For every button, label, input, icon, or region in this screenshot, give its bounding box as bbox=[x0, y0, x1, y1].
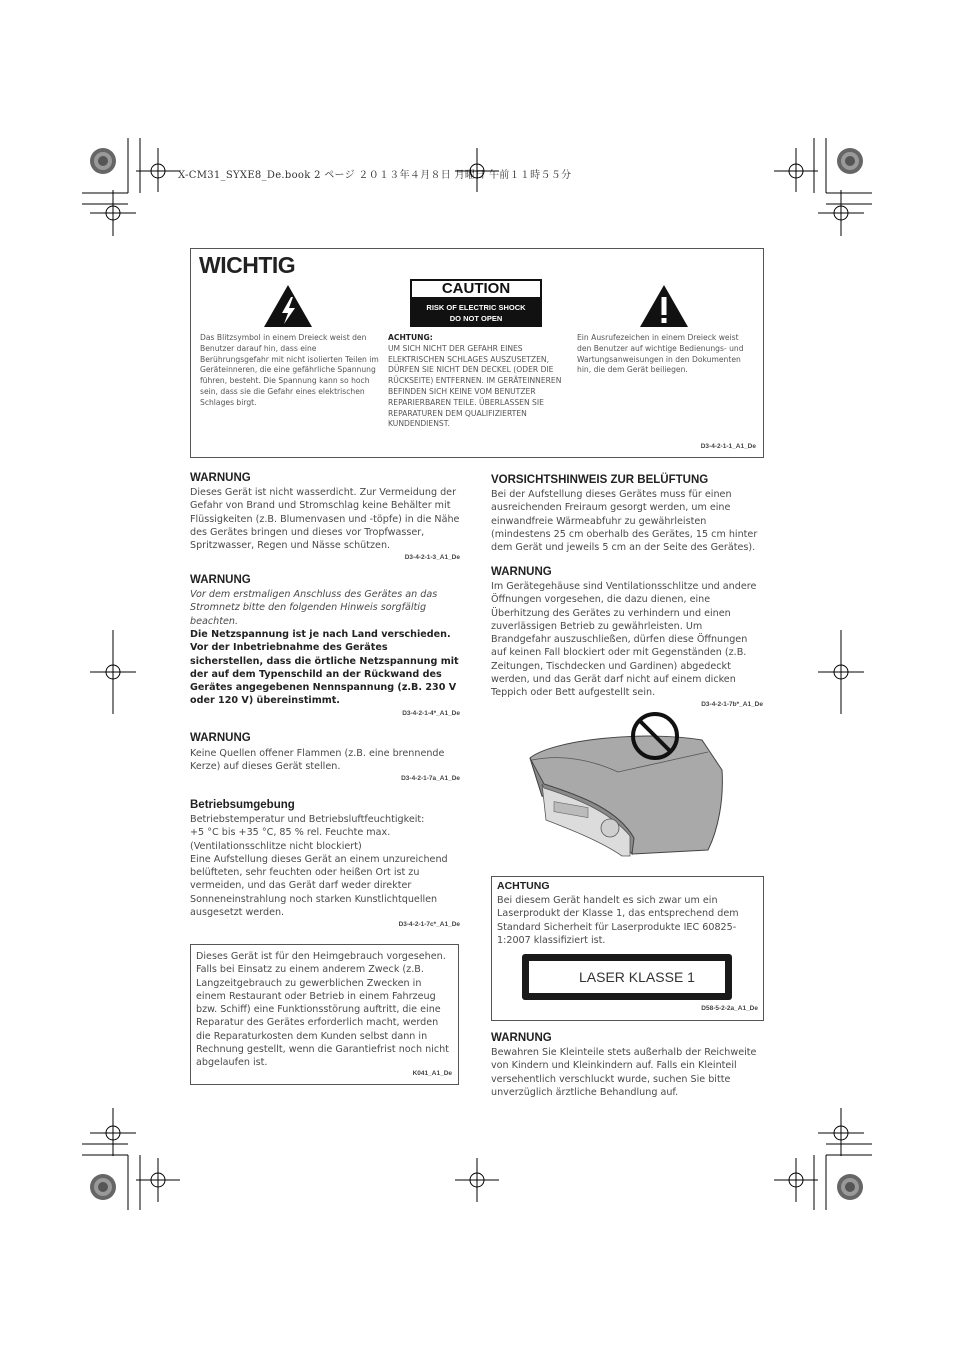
warning-text-3: Keine Quellen offener Flammen (z.B. eine brennende Kerze) auf dieses Gerät stellen. bbox=[190, 748, 445, 773]
warning-text-1: Dieses Gerät ist nicht wasserdicht. Zur Vermeidung der Gefahr von Brand und Stromschlag keine Behälter mit Flüssigkeiten (z.B. Blumenvasen und -töpfe) in die Nähe des Gerätes bringen und dieses vor Tropfwasser, Spritzwasser, Regen und Nässe schützen. bbox=[190, 487, 460, 552]
caution-text: UM SICH NICHT DER GEFAHR EINES ELEKTRISCHEN SCHLAGES AUSZUSETZEN, DÜRFEN SIE NICHT DEN DECKEL (ODER DIE RÜCKSEITE) ENTFERNEN. IM GERÄTEINNEREN BEFINDEN SICH KEINE VOM BENUTZER REPARIERBAREN TEILE. ÜBERLASSEN SIE REPARATUREN DEM QUALIFIZIERTEN KUNDENDIENST. bbox=[388, 343, 562, 429]
warning-text-5: Bewahren Sie Kleinteile stets außerhalb der Reichweite von Kindern und Kleinkindern auf. Falls ein Kleinteil versehentlich verschluckt wurde, suchen Sie bitte unverzüglich ärztliche Behandlung auf. bbox=[491, 1047, 757, 1098]
important-title: WICHTIG bbox=[199, 252, 296, 278]
environment-line-4: Eine Aufstellung dieses Gerät an einem unzureichend belüfteten, sehr feuchten oder heißen Ort ist zu vermeiden, und das Gerät darf weder direkter Sonneneinstrahlung noch starken Kunstlichtquellen ausgesetzt werden. bbox=[190, 853, 448, 919]
environment-line-3: (Ventilationsschlitze nicht blockiert) bbox=[190, 840, 362, 852]
doc-code: D3-4-2-1-7a_A1_De bbox=[401, 775, 460, 782]
registration-rosette-icon bbox=[89, 1173, 117, 1201]
caution-label bbox=[410, 279, 542, 327]
caution-line-2: DO NOT OPEN bbox=[449, 314, 503, 323]
environment-line-2: +5 °C bis +35 °C, 85 % rel. Feuchte max. bbox=[190, 827, 391, 839]
doc-code: D58-5-2-2a_A1_De bbox=[701, 1005, 758, 1012]
laser-heading: ACHTUNG bbox=[497, 880, 550, 892]
ventilation-heading: VORSICHTSHINWEIS ZUR BELÜFTUNG bbox=[491, 474, 709, 486]
ventilation-text: Bei der Aufstellung dieses Gerätes muss für einen ausreichenden Freiraum gesorgt werden, um eine einwandfreie Wärmeabfuhr zu gewährleisten (mindestens 25 cm oberhalb des Gerätes, 15 cm hinter dem Gerät und jeweils 5 cm an der Seite des Gerätes). bbox=[491, 489, 758, 554]
caution-heading: ACHTUNG: bbox=[388, 333, 433, 342]
laser-class-text: LASER KLASSE 1 bbox=[529, 961, 725, 993]
lightning-explanation: Das Blitzsymbol in einem Dreieck weist den Benutzer darauf hin, dass eine Berührungsgefahr mit nicht isolierten Teilen im Geräteinneren, die eine gefährliche Spannung führen, besteht. Die Spannung kann so hoch sein, dass sie die Gefahr eines elektrischen Schlages birgt. bbox=[200, 333, 379, 407]
registration-rosette-icon bbox=[836, 1173, 864, 1201]
doc-code: D3-4-2-1-1_A1_De bbox=[700, 443, 756, 450]
registration-rosette-icon bbox=[836, 147, 864, 175]
warning-text-4: Im Gerätegehäuse sind Ventilationsschlitze und andere Öffnungen vorgesehen, die dazu dienen, eine Überhitzung des Gerätes zu verhindern und einen zuverlässigen Betrieb zu gewährleisten. Um Brandgefahr auszuschließen, dürfen diese Öffnungen auf keinen Fall blockiert oder mit Gegenständen (z.B. Zeitungen, Tischdecken und Gardinen) abgedeckt werden, und das Gerät darf nicht auf einem dicken Teppich oder Bett aufgestellt sein. bbox=[491, 581, 757, 699]
warning-heading-3: WARNUNG bbox=[190, 732, 251, 744]
covered-device-illustration bbox=[522, 710, 732, 862]
warning-heading-1: WARNUNG bbox=[190, 472, 251, 484]
environment-line-1: Betriebstemperatur und Betriebsluftfeuchtigkeit: bbox=[190, 814, 425, 825]
warning-heading-4: WARNUNG bbox=[491, 566, 552, 578]
warning-bold-2: Die Netzspannung ist je nach Land verschieden. Vor der Inbetriebnahme des Gerätes sicherstellen, dass die örtliche Netzspannung mit der auf dem Typenschild an der Rückwand des Gerätes angegebenen Nennspannung (z.B. 230 V oder 120 V) übereinstimmt. bbox=[190, 629, 459, 707]
doc-code: D3-4-2-1-4*_A1_De bbox=[402, 710, 460, 717]
doc-code: K041_A1_De bbox=[412, 1070, 452, 1077]
exclamation-warning-icon bbox=[638, 283, 690, 329]
doc-code: D3-4-2-1-7b*_A1_De bbox=[701, 701, 763, 708]
exclamation-explanation: Ein Ausrufezeichen in einem Dreieck weist den Benutzer auf wichtige Bedienungs- und Wartungsanweisungen in den Dokumenten hin, die dem Gerät beiliegen. bbox=[577, 333, 744, 375]
environment-heading: Betriebsumgebung bbox=[190, 799, 295, 811]
doc-code: D3-4-2-1-3_A1_De bbox=[404, 554, 460, 561]
warning-heading-5: WARNUNG bbox=[491, 1032, 552, 1044]
caution-title: CAUTION bbox=[410, 279, 542, 299]
lightning-warning-icon bbox=[262, 283, 314, 329]
caution-subtitle bbox=[410, 299, 542, 327]
caution-line-1: RISK OF ELECTRIC SHOCK bbox=[426, 303, 526, 312]
warning-italic-2: Vor dem erstmaligen Anschluss des Gerätes an das Stromnetz bitte den folgenden Hinweis sorgfältig beachten. bbox=[190, 589, 438, 627]
laser-text: Bei diesem Gerät handelt es sich zwar um ein Laserprodukt der Klasse 1, das entsprechend dem Standard Sicherheit für Laserprodukte IEC 60825-1:2007 klassifiziert ist. bbox=[497, 895, 739, 946]
print-header: X-CM31_SYXE8_De.book 2 ページ ２０１３年４月８日 月曜日 午前１１時５５分 bbox=[178, 170, 572, 181]
warning-heading-2: WARNUNG bbox=[190, 574, 251, 586]
home-use-text: Dieses Gerät ist für den Heimgebrauch vorgesehen. Falls bei Einsatz zu einem anderem Zweck (z.B. Langzeitgebrauch zu gewerblichen Zwecken in einem Restaurant oder Betrieb in einem Fahrzeug bzw. Schiff) eine Funktionsstörung auftritt, die eine Reparatur des Gerätes erforderlich macht, werden die Reparaturkosten dem Kunden selbst dann in Rechnung gestellt, wenn die Garantiefrist noch nicht abgelaufen ist. bbox=[196, 951, 449, 1069]
registration-rosette-icon bbox=[89, 147, 117, 175]
laser-class-label bbox=[522, 954, 732, 1000]
doc-code: D3-4-2-1-7c*_A1_De bbox=[398, 921, 460, 928]
